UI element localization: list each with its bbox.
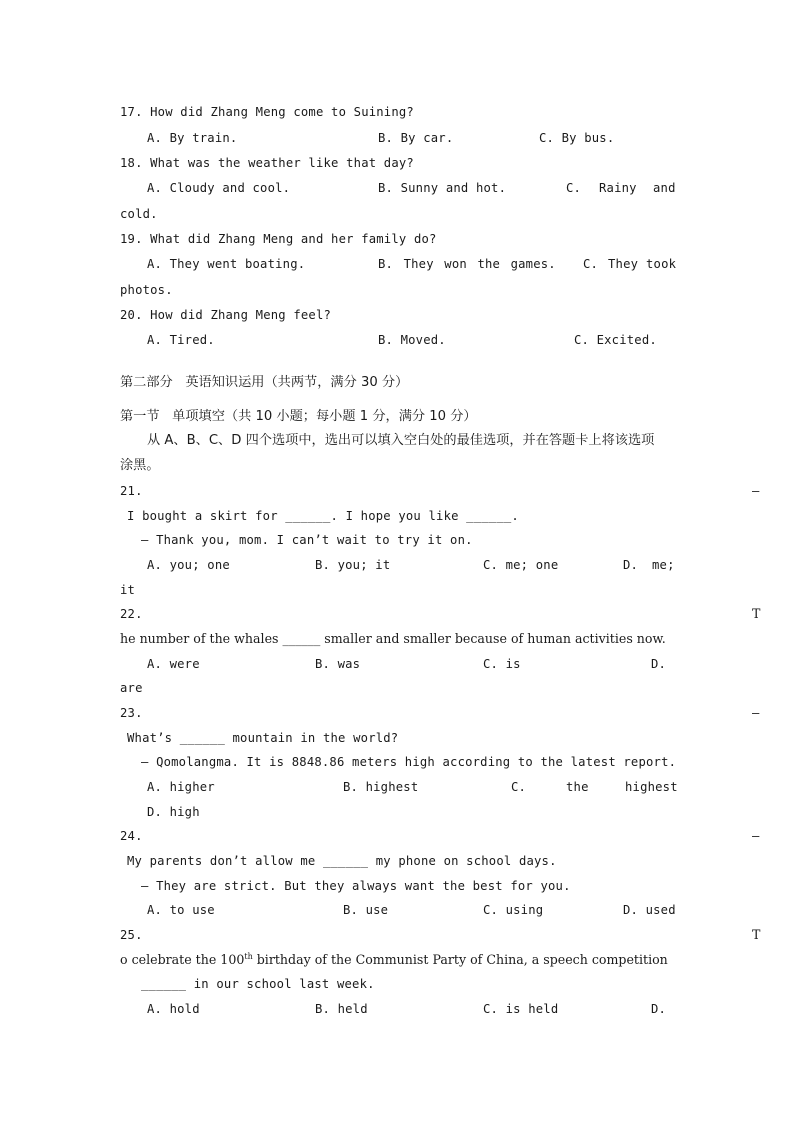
q25-first-letter: T xyxy=(752,927,761,942)
q21-option-b: B. you; it xyxy=(315,558,391,572)
q24-number: 24. xyxy=(120,829,143,843)
q21-dash: — xyxy=(752,484,760,498)
section1-instruction-line2: 涂黑。 xyxy=(120,458,160,473)
q24-line2: — They are strict. But they always want the best for you. xyxy=(141,879,571,893)
q21-number: 21. xyxy=(120,484,143,498)
q24-option-a: A. to use xyxy=(147,903,215,917)
q25-option-b: B. held xyxy=(315,1002,368,1016)
q22-number: 22. xyxy=(120,607,143,621)
q17-option-a: A. By train. xyxy=(147,131,238,145)
q25-stem-post: birthday of the Communist Party of China, a speech competition xyxy=(252,952,668,967)
q21-option-a: A. you; one xyxy=(147,558,230,572)
q23-option-a: A. higher xyxy=(147,780,215,794)
q21-option-c: C. me; one xyxy=(483,558,559,572)
q18-stem: 18. What was the weather like that day? xyxy=(120,156,414,170)
q17-option-b: B. By car. xyxy=(378,131,454,145)
q25-stem-pre: o celebrate the 100 xyxy=(120,952,245,967)
q17-stem: 17. How did Zhang Meng come to Suining? xyxy=(120,105,414,119)
q19-option-a: A. They went boating. xyxy=(147,257,306,271)
q25-stem xyxy=(120,954,668,967)
q22-option-d-letter: D. xyxy=(651,657,667,671)
q23-dash: — xyxy=(752,706,760,720)
q21-line1: I bought a skirt for ______. I hope you like ______. xyxy=(127,509,519,523)
q20-option-b: B. Moved. xyxy=(378,333,446,347)
q20-option-c: C. Excited. xyxy=(574,333,657,347)
q21-option-d-letter: D. xyxy=(623,558,639,572)
q19-option-c-letter: C. xyxy=(583,257,599,271)
q18-option-c-word2: and xyxy=(653,181,676,195)
q22-option-c: C. is xyxy=(483,657,521,671)
q22-option-a: A. were xyxy=(147,657,200,671)
q23-option-c-letter: C. xyxy=(511,780,527,794)
q19-option-c-word1: They xyxy=(608,257,639,271)
q22-first-letter: T xyxy=(752,606,761,621)
q23-option-c-word1: the xyxy=(566,780,589,794)
q22-option-d-cont: are xyxy=(120,681,143,695)
section1-instruction-line1: 从 A、B、C、D 四个选项中，选出可以填入空白处的最佳选项，并在答题卡上将该选项 xyxy=(147,433,655,448)
q21-option-d-text: me; xyxy=(652,558,675,572)
part2-title: 第二部分 英语知识运用（共两节，满分 30 分） xyxy=(120,375,409,390)
q17-option-c: C. By bus. xyxy=(539,131,615,145)
q23-option-c-word2: highest xyxy=(625,780,678,794)
q23-line2: — Qomolangma. It is 8848.86 meters high according to the latest report. xyxy=(141,755,677,769)
q18-option-b: B. Sunny and hot. xyxy=(378,181,507,195)
q24-dash: — xyxy=(752,829,760,843)
q18-option-c-letter: C. xyxy=(566,181,582,195)
q24-option-d: D. used xyxy=(623,903,676,917)
q22-stem: he number of the whales ______ smaller and smaller because of human activities now. xyxy=(120,631,666,646)
q25-option-d-letter: D. xyxy=(651,1002,667,1016)
q25-option-c: C. is held xyxy=(483,1002,559,1016)
q20-option-a: A. Tired. xyxy=(147,333,215,347)
q25-line2: ______ in our school last week. xyxy=(141,977,375,991)
q23-line1: What’s ______ mountain in the world? xyxy=(127,731,399,745)
q19-option-c-word2: took xyxy=(646,257,677,271)
q19-option-b: B. They won the games. xyxy=(378,257,556,271)
q18-option-c-word1: Rainy xyxy=(599,181,637,195)
q25-option-a: A. hold xyxy=(147,1002,200,1016)
q23-number: 23. xyxy=(120,706,143,720)
q18-option-c-cont: cold. xyxy=(120,207,158,221)
q25-stem-superscript: th xyxy=(244,952,253,961)
q23-option-d: D. high xyxy=(147,805,200,819)
q18-option-a: A. Cloudy and cool. xyxy=(147,181,291,195)
q24-option-b: B. use xyxy=(343,903,389,917)
q21-line2: — Thank you, mom. I can’t wait to try it on. xyxy=(141,533,473,547)
q24-option-c: C. using xyxy=(483,903,544,917)
q22-option-b: B. was xyxy=(315,657,361,671)
q20-stem: 20. How did Zhang Meng feel? xyxy=(120,308,332,322)
q23-option-b: B. highest xyxy=(343,780,419,794)
q25-number: 25. xyxy=(120,928,143,942)
q19-stem: 19. What did Zhang Meng and her family do? xyxy=(120,232,437,246)
q24-line1: My parents don’t allow me ______ my phone on school days. xyxy=(127,854,557,868)
section1-title: 第一节 单项填空（共 10 小题；每小题 1 分，满分 10 分） xyxy=(120,409,477,424)
q21-option-d-cont: it xyxy=(120,583,136,597)
q19-option-c-cont: photos. xyxy=(120,283,173,297)
